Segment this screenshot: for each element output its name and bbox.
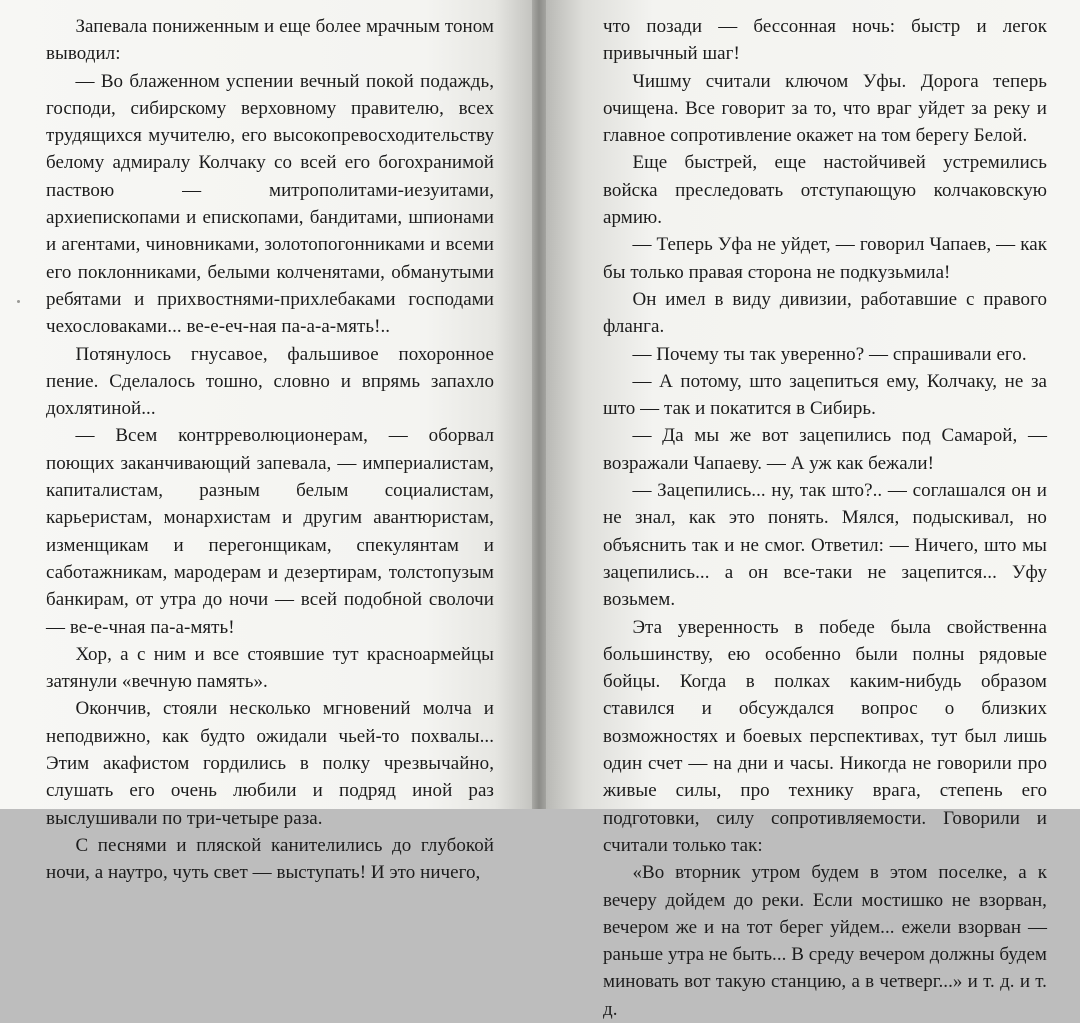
paragraph: Он имел в виду дивизии, работавшие с правого фланга. [603,288,1047,338]
left-page-text [46,13,494,887]
paragraph: С песнями и пляской канителились до глубокой ночи, а наутро, чуть свет — выступать! И это ничего, [46,834,494,884]
paragraph: Чишму считали ключом Уфы. Дорога теперь очищена. Все говорит за то, что враг уйдет за реку и главное сопротивление окажет на том берегу Белой. [603,70,1047,147]
paragraph: — Зацепились... ну, так што?.. — соглашался он и не знал, как это понять. Мялся, подыскивал, но объяснить так и не смог. Ответил: — Ничего, што мы зацепились... а он все-таки не зацепится... Уфу возьмем. [603,480,1047,611]
paragraph: Хор, а с ним и все стоявшие тут красноармейцы затянули «вечную память». [46,643,494,693]
book-gutter [532,0,546,809]
paragraph: — Да мы же вот зацепились под Самарой, — возражали Чапаеву. — А уж как бежали! [603,425,1047,474]
paragraph: — Теперь Уфа не уйдет, — говорил Чапаев, — как бы только правая сторона не подкузьмила! [603,234,1047,283]
scan-speck [17,300,20,303]
right-page [546,0,1080,1020]
right-page-text [603,13,1047,1023]
paragraph: — А потому, што зацепиться ему, Колчаку, не за што — так и покатится в Сибирь. [603,370,1047,420]
continued-paragraph: что позади — бессонная ночь: быстр и легок привычный шаг! [603,16,1047,65]
paragraph: — Почему ты так уверенно? — спрашивали его. [632,343,1027,365]
paragraph: — Всем контрреволюционерам, — оборвал поющих заканчивающий запевала, — империалистам, капиталистам, разным белым социалистам, карьеристам, монархистам и другим авантюристам, изменщикам и перегонщикам, спекулянтам и саботажникам, мародерам и дезертирам, толстопузым банкирам, от утра до ночи — всей подобной сволочи — ве-е-чная па-а-мять! [46,425,494,638]
paragraph: Эта уверенность в победе была свойственна большинству, ею особенно были полны рядовые бойцы. Когда в полках каким-нибудь образом ставился и обсуждался вопрос о близких возможностях и боевых перспективах, тут был лишь один счет — на дни и часы. Никогда не говорили про живые силы, про технику врага, степень его подготовки, силу сопротивляемости. Говорили и считали только так: [603,616,1047,856]
paragraph: «Во вторник утром будем в этом поселке, а к вечеру дойдем до реки. Если мостишко не взорван, вечером же и на тот берег уйдем... ежели взорван — раньше утра не быть... В среду вечером должны будем миновать вот такую станцию, а в четверг...» и т. д. и т. д. [603,862,1047,1020]
paragraph: — Во блаженном успении вечный покой подаждь, господи, сибирскому верховному правителю, всех трудящихся мучителю, его высокопревосходительству белому адмиралу Колчаку со всей его богохранимой паствою — митрополитами-иезуитами, архиепископами и епископами, бандитами, шпионами и агентами, чиновниками, золотопогонниками и всеми его поклонниками, белыми колченятами, обманутыми ребятами и прихвостнями-прихлебаками господами чехословаками... ве-е-еч-ная па-а-а-мять!.. [46,70,494,338]
paragraph: Окончив, стояли несколько мгновений молча и неподвижно, как будто ожидали чьей-то похвалы... Этим акафистом гордились в полку чрезвычайно, слушать его очень любили и подряд иной раз выслушивали по три-четыре раза. [46,698,494,829]
paragraph: Запевала пониженным и еще более мрачным тоном выводил: [46,16,494,65]
paragraph: Потянулось гнусавое, фальшивое похоронное пение. Сделалось тошно, словно и впрямь запахло дохлятиной... [46,343,494,420]
left-page [0,0,532,884]
paragraph: Еще быстрей, еще настойчивей устремились войска преследовать отступающую колчаковскую армию. [603,152,1047,229]
